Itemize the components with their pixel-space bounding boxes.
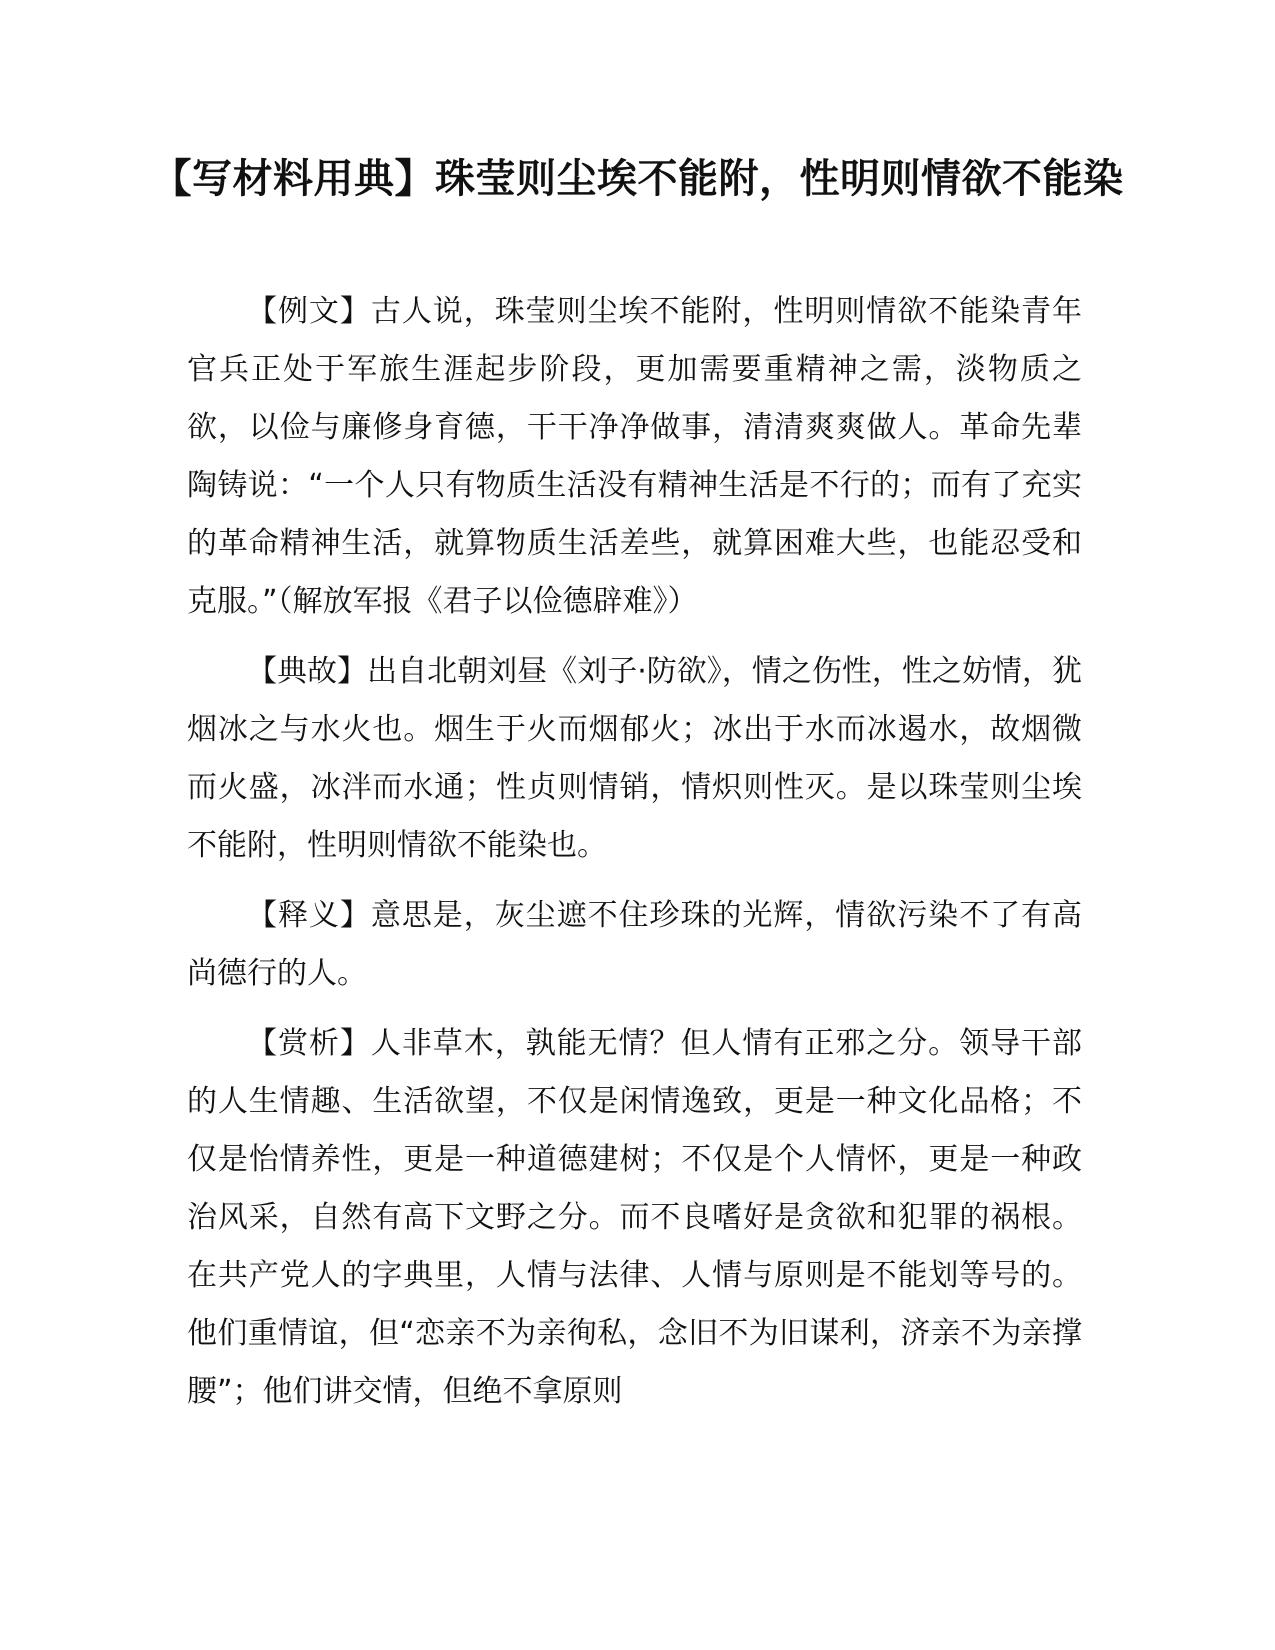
paragraph-text: 古人说，珠莹则尘埃不能附，性明则情欲不能染青年官兵正处于军旅生涯起步阶段，更加需要重精神之需，淡物质之欲，以俭与廉修身育德，干干净净做事，清清爽爽做人。革命先辈陶铸说：“一个人只有物质生活没有精神生活是不行的；而有了充实的革命精神生活，就算物质生活差些，就算困难大些，也能忍受和克服。”（解放军报《君子以俭德辟难》） [187, 294, 1083, 619]
paragraph-meaning [187, 887, 1082, 1003]
paragraph-allusion [187, 643, 1082, 875]
document-body [187, 283, 1082, 1433]
paragraph-text: 意思是，灰尘遮不住珍珠的光辉，情欲污染不了有高尚德行的人。 [187, 898, 1083, 991]
paragraph-text: 人非草木，孰能无情？但人情有正邪之分。领导干部的人生情趣、生活欲望，不仅是闲情逸致，更是一种文化品格；不仅是怡情养性，更是一种道德建树；不仅是个人情怀，更是一种政治风采，自然有高下文野之分。而不良嗜好是贪欲和犯罪的祸根。在共产党人的字典里，人情与法律、人情与原则是不能划等号的。他们重情谊，但“恋亲不为亲徇私，念旧不为旧谋利，济亲不为亲撑腰”；他们讲交情，但绝不拿原则 [187, 1026, 1083, 1409]
paragraph-label: 【例文】 [247, 294, 371, 329]
paragraph-label: 【赏析】 [247, 1026, 371, 1061]
paragraph-appreciation [187, 1015, 1082, 1421]
paragraph-example [187, 283, 1082, 631]
paragraph-label: 【释义】 [247, 898, 371, 933]
paragraph-label: 【典故】 [247, 654, 368, 689]
paragraph-text: 出自北朝刘昼《刘子·防欲》，情之伤性，性之妨情，犹烟冰之与水火也。烟生于火而烟郁火；冰出于水而冰遏水，故烟微而火盛，冰泮而水通；性贞则情销，情炽则性灭。是以珠莹则尘埃不能附，性明则情欲不能染也。 [187, 654, 1083, 863]
document-title: 【写材料用典】珠莹则尘埃不能附，性明则情欲不能染 [151, 156, 1124, 202]
